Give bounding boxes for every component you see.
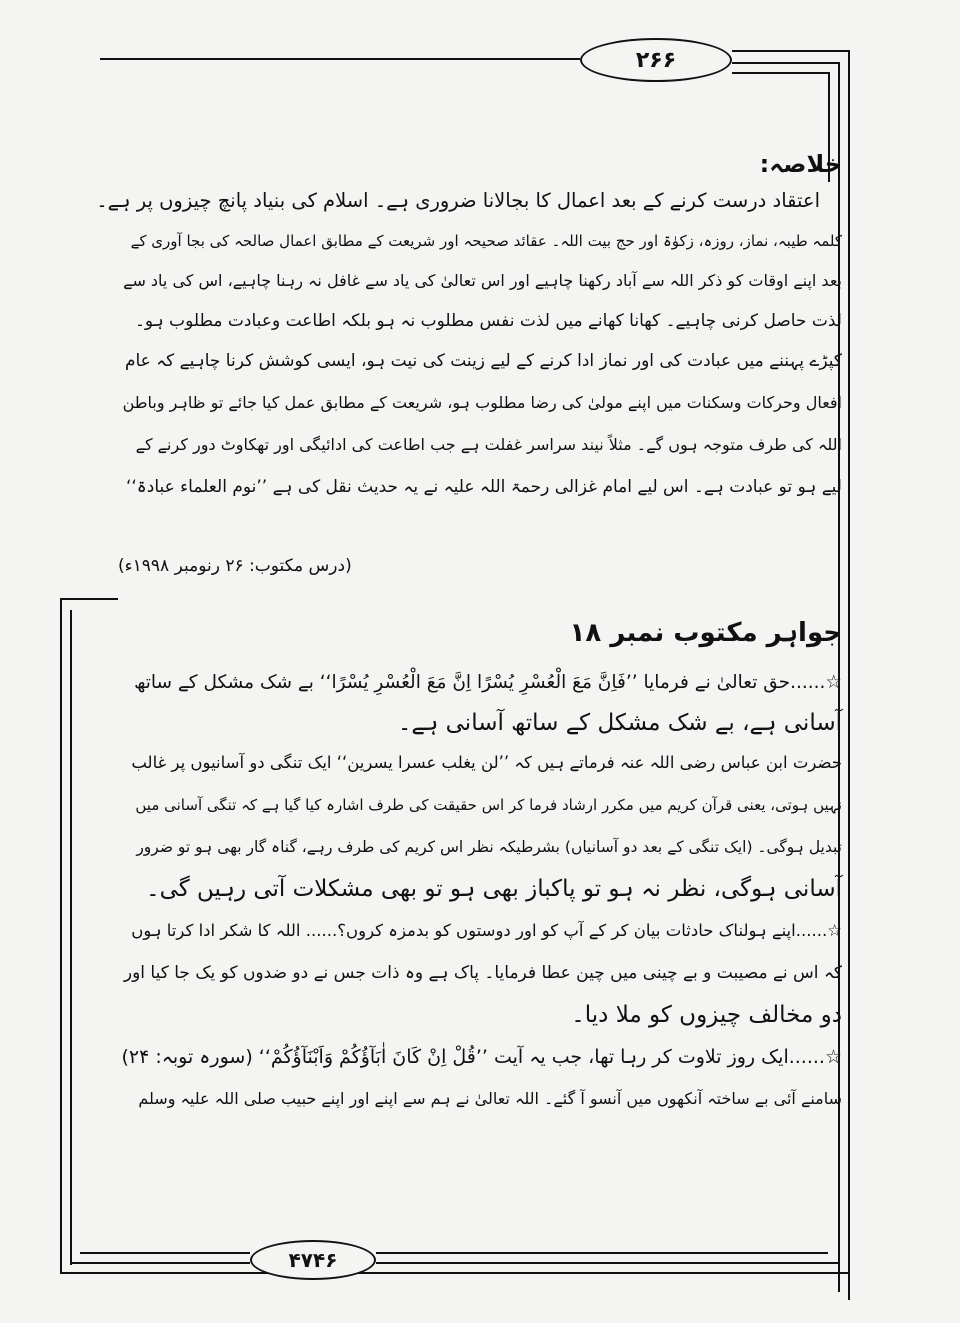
section-line-1: ☆......حق تعالیٰ نے فرمایا ’’فَاِنَّ مَعَ الْعُسْرِ يُسْرًا اِنَّ مَعَ الْعُسْرِ يُسْرًا‘‘ بے شک مشکل کے ساتھ [134,672,842,693]
section-line-11: سامنے آئی بے ساختہ آنکھوں میں آنسو آ گئے۔ اللہ تعالیٰ نے ہم سے اپنے اور اپنے حبیب صلی اللہ علیہ وسلم [138,1089,842,1108]
section-line-10: ☆......ایک روز تلاوت کر رہا تھا، جب یہ آیت ’’قُلْ اِنْ كَانَ اٰبَآؤُكُمْ وَاَبْنَآؤُكُمْ‘‘ (سورہ توبہ: ۲۴) [121,1046,842,1068]
frame-top-line-2 [732,50,850,52]
frame-left-line-2 [70,610,72,1265]
frame-left-line-1 [60,598,62,1273]
frame-bottom-line-2 [70,1262,250,1264]
summary-line-7: اللہ کی طرف متوجہ ہوں گے۔ مثلاً نیند سراسر غفلت ہے جب اطاعت کی ادائیگی اور تھکاوٹ دور کرنے کے [135,435,842,454]
section-line-3: حضرت ابن عباس رضی اللہ عنہ فرماتے ہیں کہ ’’لن یغلب عسرا یسرین‘‘ ایک تنگی دو آسانیوں پر غالب [131,753,842,772]
summary-line-8: لیے ہو تو عبادت ہے۔ اس لیے امام غزالی رحمۃ اللہ علیہ نے یہ حدیث نقل کی ہے ’’نوم العلماء عبادۃ‘‘ [125,477,842,497]
section-line-6: آسانی ہوگی، نظر نہ ہو تو پاکباز بھی ہو تو بھی مشکلات آتی رہیں گی۔ [146,876,842,902]
section-line-9: دو مخالف چیزوں کو ملا دیا۔ [571,1002,842,1028]
summary-line-6: افعال وحرکات وسکنات میں اپنے مولیٰ کی رضا مطلوب ہو، شریعت کے مطابق عمل کیا جائے تو ظاہر وباطن [122,393,842,412]
summary-line-1: اعتقاد درست کرنے کے بعد اعمال کا بجالانا ضروری ہے۔ اسلام کی بنیاد پانچ چیزوں پر ہے۔ [96,189,820,212]
dars-reference: (درس مکتوب: ۲۶ رنومبر ۱۹۹۸ء) [118,556,352,576]
summary-line-2: کلمہ طیبہ، نماز، روزہ، زکوٰۃ اور حج بیت اللہ۔ عقائد صحیحہ اور شریعت کے مطابق اعمال صالحہ کی بجا آوری کے [130,232,842,250]
summary-line-3: بعد اپنے اوقات کو ذکر اللہ سے آباد رکھنا چاہیے اور اس تعالیٰ کی یاد سے غافل نہ رہنا چاہیے، اس کی یاد سے [123,271,842,290]
frame-bottom-line-3 [376,1262,840,1264]
section-line-4: نہیں ہوتی، یعنی قرآن کریم میں مکرر ارشاد فرما کر اس حقیقت کی طرف اشارہ کیا گیا ہے کہ تنگی آسانی میں [135,796,842,814]
bottom-page-number: ۴۷۴۶ [250,1240,376,1280]
frame-right-line-1 [848,50,850,1300]
frame-bottom-line-1 [60,1272,850,1274]
frame-top-line-1 [100,58,580,60]
summary-line-5: کپڑے پہننے میں عبادت کی اور نماز ادا کرنے کے لیے زینت کی نیت ہو، ایسی کوشش کرنا چاہیے کہ عام [124,351,842,371]
section-heading: جواہر مکتوب نمبر ۱۸ [569,618,842,648]
section-line-5: تبدیل ہوگی۔ (ایک تنگی کے بعد دو آسانیاں) بشرطیکہ نظر اس کریم کی طرف رہے، گناہ گار بھی ہو تو ضرور [136,838,842,856]
summary-heading: خلاصہ: [759,150,842,178]
section-line-2: آسانی ہے، بے شک مشکل کے ساتھ آسانی ہے۔ [397,710,842,736]
top-page-number: ۲۶۶ [580,38,732,82]
frame-bottom-line-5 [376,1252,828,1254]
summary-line-4: لذت حاصل کرنی چاہیے۔ کھانا کھانے میں لذت نفس مطلوب نہ ہو بلکہ اطاعت وعبادت مطلوب ہو۔ [134,311,842,331]
frame-bottom-line-4 [80,1252,250,1254]
frame-top-line-3 [732,62,840,64]
frame-top-line-4 [732,72,830,74]
section-line-7: ☆......اپنے ہولناک حادثات بیان کر کے آپ کو اور دوستوں کو بدمزہ کروں؟...... اللہ کا شکر ادا کرتا ہوں [131,921,842,940]
section-line-8: کہ اس نے مصیبت و بے چینی میں چین عطا فرمایا۔ پاک ہے وہ ذات جس نے دو ضدوں کو یک جا کیا اور [123,963,842,983]
frame-left-line-3 [60,598,118,600]
